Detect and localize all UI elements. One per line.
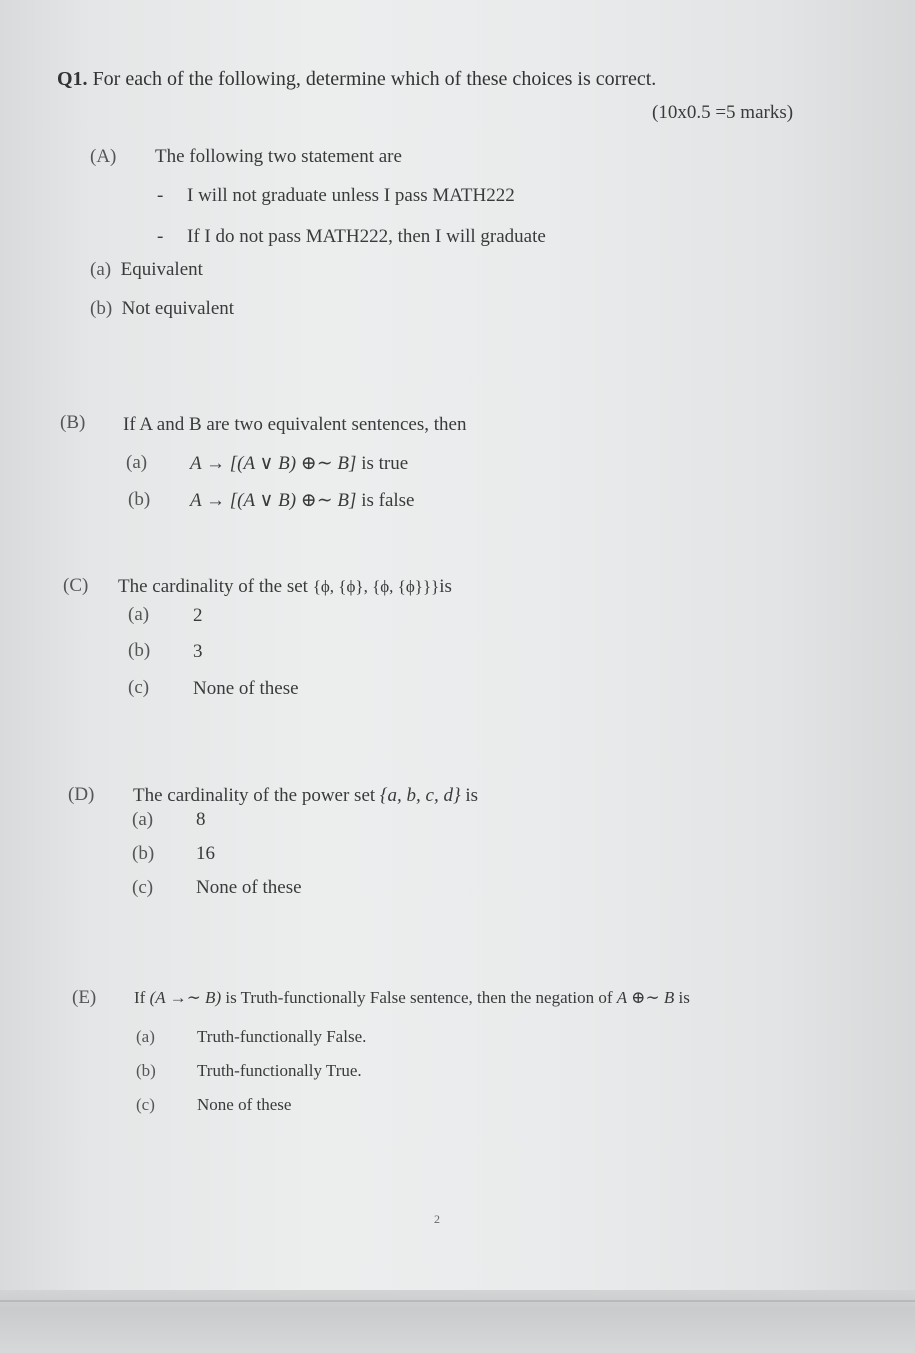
part-d-option-b-label: (b) bbox=[132, 843, 155, 864]
part-e-option-c: None of these bbox=[197, 1095, 292, 1114]
part-c-set: {ϕ, {ϕ}, {ϕ, {ϕ}}} bbox=[312, 577, 440, 596]
part-c-suffix: is bbox=[439, 576, 452, 597]
formula: A → [(A ∨ B) ⊕∼ B] bbox=[190, 453, 357, 474]
part-e-formula-1: (A →∼ B) bbox=[149, 988, 222, 1007]
part-e-option-a-label: (a) bbox=[136, 1027, 155, 1046]
part-e-stem-line bbox=[134, 987, 690, 1009]
part-c-option-a: 2 bbox=[193, 605, 203, 626]
question-heading bbox=[57, 68, 656, 90]
part-d-option-a: 8 bbox=[196, 809, 206, 830]
option-label: (b) bbox=[90, 298, 113, 319]
part-b-label: (B) bbox=[60, 412, 86, 433]
part-e-label: (E) bbox=[72, 987, 97, 1008]
part-c-label: (C) bbox=[63, 575, 89, 596]
part-b-option-a-label: (a) bbox=[126, 452, 148, 473]
part-d-option-c: None of these bbox=[196, 877, 302, 898]
part-e-option-c-label: (c) bbox=[136, 1095, 155, 1114]
question-prompt: For each of the following, determine which of these choices is correct. bbox=[92, 68, 657, 90]
part-b-option-b bbox=[190, 490, 414, 512]
part-c-option-b: 3 bbox=[193, 641, 203, 662]
part-e-stem-end: is bbox=[678, 988, 690, 1007]
part-d-stem: The cardinality of the power set bbox=[133, 785, 376, 806]
part-a-statement-1: I will not graduate unless I pass MATH222 bbox=[187, 185, 515, 206]
part-d-option-a-label: (a) bbox=[132, 809, 154, 830]
part-a-option-b bbox=[90, 298, 234, 320]
page-edge-line bbox=[0, 1300, 915, 1302]
part-e-option-b-label: (b) bbox=[136, 1061, 156, 1080]
option-text: Not equivalent bbox=[121, 298, 235, 319]
part-c-option-b-label: (b) bbox=[128, 640, 151, 661]
part-e-option-a: Truth-functionally False. bbox=[197, 1027, 367, 1046]
page-number: 2 bbox=[434, 1212, 440, 1226]
option-text: Equivalent bbox=[120, 259, 203, 280]
part-c-option-c: None of these bbox=[193, 678, 299, 699]
part-e-stem-start: If bbox=[134, 988, 146, 1007]
part-c-stem-line bbox=[118, 576, 452, 598]
question-number: Q1. bbox=[57, 68, 88, 90]
marks-info: (10x0.5 =5 marks) bbox=[652, 102, 794, 123]
part-a-option-a bbox=[90, 259, 203, 281]
part-e-stem-mid: is Truth-functionally False sentence, then the negation of bbox=[225, 988, 613, 1007]
part-d-label: (D) bbox=[68, 784, 95, 805]
part-a-statement-2: If I do not pass MATH222, then I will graduate bbox=[187, 226, 546, 247]
part-d-suffix: is bbox=[465, 785, 478, 806]
option-text: is false bbox=[361, 490, 415, 511]
part-e-formula-2: A ⊕∼ B bbox=[616, 988, 675, 1007]
part-d-stem-line bbox=[133, 785, 478, 807]
part-d-option-c-label: (c) bbox=[132, 877, 154, 898]
part-a-label: (A) bbox=[90, 146, 117, 167]
option-text: is true bbox=[361, 453, 409, 474]
part-a-bullet-dash: - bbox=[157, 185, 164, 206]
part-c-stem: The cardinality of the set bbox=[118, 576, 308, 597]
part-a-stem: The following two statement are bbox=[155, 146, 402, 167]
part-c-option-c-label: (c) bbox=[128, 677, 150, 698]
part-c-option-a-label: (a) bbox=[128, 604, 150, 625]
part-d-option-b: 16 bbox=[196, 843, 215, 864]
part-b-stem: If A and B are two equivalent sentences, then bbox=[123, 414, 467, 435]
part-b-option-b-label: (b) bbox=[128, 489, 151, 510]
part-a-bullet-dash: - bbox=[157, 226, 164, 247]
part-e-option-b: Truth-functionally True. bbox=[197, 1061, 362, 1080]
formula: A → [(A ∨ B) ⊕∼ B] bbox=[190, 490, 357, 511]
part-d-set: {a, b, c, d} bbox=[379, 785, 461, 806]
part-b-option-a bbox=[190, 453, 408, 475]
option-label: (a) bbox=[90, 259, 112, 280]
